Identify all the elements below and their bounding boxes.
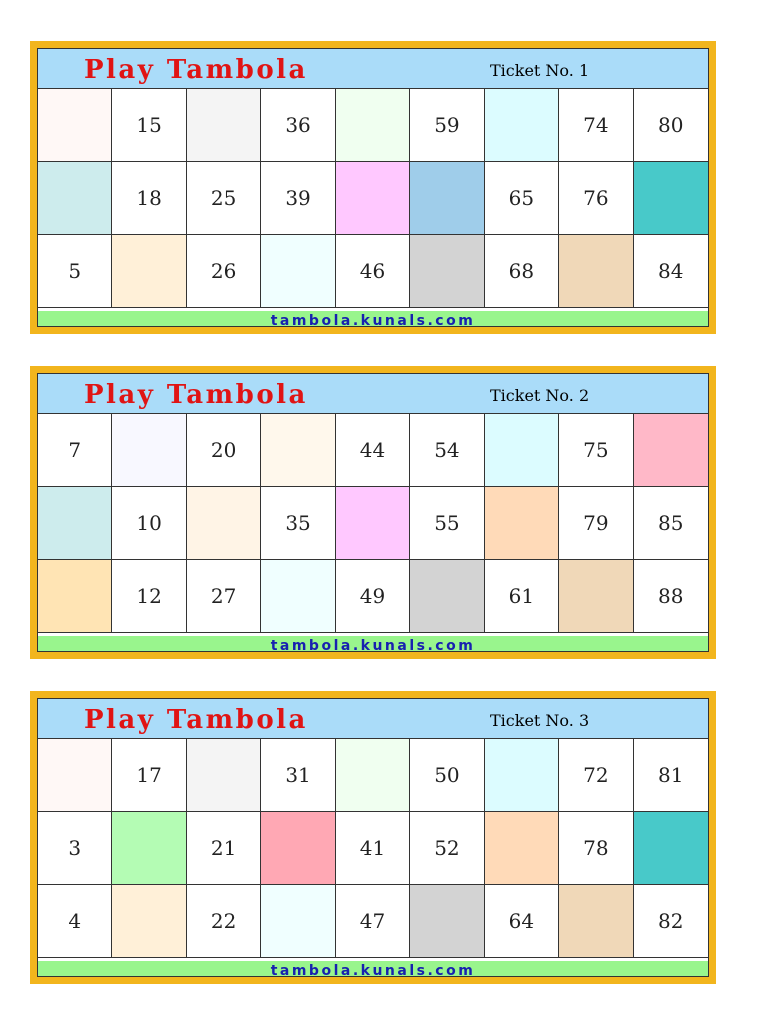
blank-cell [634, 414, 708, 487]
number-cell: 78 [559, 812, 633, 885]
number-cell: 39 [261, 162, 335, 235]
number-cell: 65 [485, 162, 559, 235]
ticket-grid [38, 414, 708, 633]
ticket-header [38, 49, 708, 89]
ticket-title: Play Tambola [84, 380, 308, 410]
blank-cell [261, 235, 335, 308]
number-cell: 52 [410, 812, 484, 885]
ticket-body [37, 48, 709, 327]
ticket-card [30, 691, 716, 984]
ticket-title: Play Tambola [84, 55, 308, 85]
blank-cell [261, 885, 335, 958]
number-cell: 64 [485, 885, 559, 958]
number-cell: 5 [38, 235, 112, 308]
number-cell: 82 [634, 885, 708, 958]
number-cell: 59 [410, 89, 484, 162]
number-cell: 26 [187, 235, 261, 308]
ticket-footer [38, 311, 708, 329]
ticket-footer [38, 961, 708, 979]
number-cell: 81 [634, 739, 708, 812]
blank-cell [38, 89, 112, 162]
number-cell: 12 [112, 560, 186, 633]
number-cell: 68 [485, 235, 559, 308]
ticket-header [38, 699, 708, 739]
ticket-card [30, 41, 716, 334]
number-cell: 35 [261, 487, 335, 560]
blank-cell [112, 812, 186, 885]
blank-cell [336, 739, 410, 812]
number-cell: 72 [559, 739, 633, 812]
blank-cell [261, 560, 335, 633]
blank-cell [485, 812, 559, 885]
ticket-grid [38, 89, 708, 308]
ticket-number: Ticket No. 3 [490, 711, 590, 730]
blank-cell [410, 162, 484, 235]
blank-cell [634, 162, 708, 235]
blank-cell [559, 885, 633, 958]
blank-cell [559, 560, 633, 633]
number-cell: 50 [410, 739, 484, 812]
blank-cell [336, 89, 410, 162]
number-cell: 20 [187, 414, 261, 487]
number-cell: 47 [336, 885, 410, 958]
number-cell: 25 [187, 162, 261, 235]
website-link[interactable]: tambola.kunals.com [270, 638, 476, 654]
number-cell: 75 [559, 414, 633, 487]
number-cell: 85 [634, 487, 708, 560]
blank-cell [634, 812, 708, 885]
number-cell: 54 [410, 414, 484, 487]
number-cell: 17 [112, 739, 186, 812]
number-cell: 7 [38, 414, 112, 487]
number-cell: 80 [634, 89, 708, 162]
ticket-header [38, 374, 708, 414]
blank-cell [485, 487, 559, 560]
blank-cell [112, 414, 186, 487]
number-cell: 31 [261, 739, 335, 812]
ticket-number: Ticket No. 1 [490, 61, 590, 80]
blank-cell [112, 235, 186, 308]
number-cell: 41 [336, 812, 410, 885]
number-cell: 22 [187, 885, 261, 958]
blank-cell [38, 162, 112, 235]
blank-cell [336, 162, 410, 235]
number-cell: 10 [112, 487, 186, 560]
number-cell: 46 [336, 235, 410, 308]
blank-cell [38, 739, 112, 812]
number-cell: 15 [112, 89, 186, 162]
ticket-title: Play Tambola [84, 705, 308, 735]
blank-cell [410, 560, 484, 633]
blank-cell [38, 560, 112, 633]
number-cell: 49 [336, 560, 410, 633]
blank-cell [485, 414, 559, 487]
blank-cell [410, 235, 484, 308]
number-cell: 84 [634, 235, 708, 308]
blank-cell [187, 739, 261, 812]
blank-cell [336, 487, 410, 560]
number-cell: 27 [187, 560, 261, 633]
ticket-card [30, 366, 716, 659]
number-cell: 76 [559, 162, 633, 235]
number-cell: 74 [559, 89, 633, 162]
blank-cell [38, 487, 112, 560]
number-cell: 36 [261, 89, 335, 162]
blank-cell [261, 414, 335, 487]
ticket-grid [38, 739, 708, 958]
blank-cell [559, 235, 633, 308]
number-cell: 21 [187, 812, 261, 885]
number-cell: 61 [485, 560, 559, 633]
number-cell: 44 [336, 414, 410, 487]
number-cell: 55 [410, 487, 484, 560]
number-cell: 88 [634, 560, 708, 633]
blank-cell [112, 885, 186, 958]
number-cell: 18 [112, 162, 186, 235]
number-cell: 79 [559, 487, 633, 560]
ticket-body [37, 698, 709, 977]
ticket-footer [38, 636, 708, 654]
blank-cell [485, 89, 559, 162]
blank-cell [187, 89, 261, 162]
website-link[interactable]: tambola.kunals.com [270, 313, 476, 329]
ticket-number: Ticket No. 2 [490, 386, 590, 405]
blank-cell [261, 812, 335, 885]
number-cell: 4 [38, 885, 112, 958]
ticket-body [37, 373, 709, 652]
blank-cell [410, 885, 484, 958]
blank-cell [187, 487, 261, 560]
blank-cell [485, 739, 559, 812]
website-link[interactable]: tambola.kunals.com [270, 963, 476, 979]
number-cell: 3 [38, 812, 112, 885]
